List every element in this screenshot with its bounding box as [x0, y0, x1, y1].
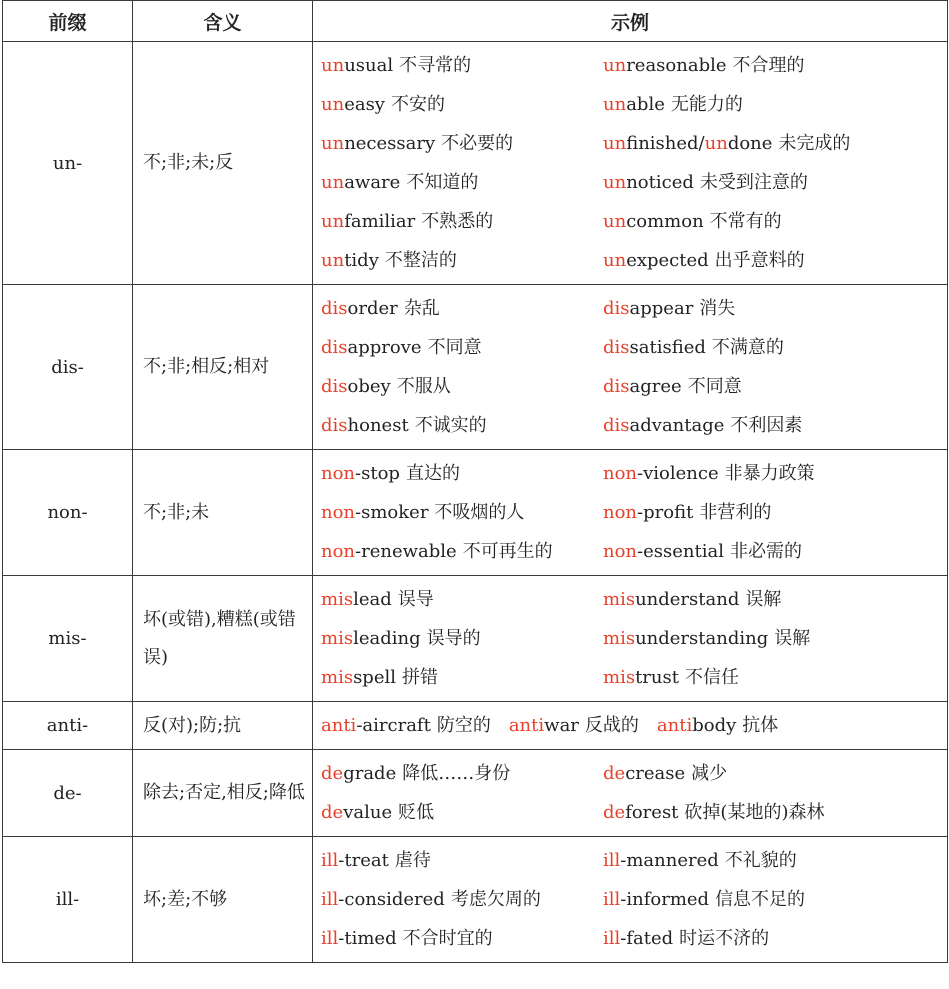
example-translation: 拼错: [402, 667, 438, 688]
example-prefix: non: [321, 502, 356, 523]
example-item: [603, 493, 947, 532]
example-prefix: dis: [321, 376, 348, 397]
example-item: [603, 367, 947, 406]
example-stem: satisfied: [629, 337, 706, 358]
example-prefix: un: [321, 172, 345, 193]
example-item: [603, 880, 947, 919]
example-prefix: un: [603, 94, 627, 115]
example-prefix: ill: [603, 889, 621, 910]
example-prefix: anti: [508, 715, 545, 736]
example-prefix: mis: [321, 589, 354, 610]
example-prefix: non: [321, 541, 356, 562]
example-prefix: mis: [321, 628, 354, 649]
example-translation: 防空的: [436, 715, 491, 736]
example-translation: 非暴力政策: [724, 463, 815, 484]
example-prefix: un: [321, 211, 345, 232]
example-prefix: un: [321, 250, 345, 271]
example-stem: crease: [625, 763, 686, 784]
example-item: [603, 163, 947, 202]
prefix-cell: non-: [3, 450, 133, 576]
example-stem: noticed: [626, 172, 694, 193]
example-translation: 无能力的: [670, 94, 743, 115]
example-prefix: dis: [321, 415, 348, 436]
table-row: [3, 837, 948, 963]
example-translation: 不服从: [396, 376, 451, 397]
example-stem: -essential: [637, 541, 724, 562]
example-translation: 出乎意料的: [714, 250, 805, 271]
example-prefix: de: [603, 802, 626, 823]
example-prefix: anti: [321, 715, 357, 736]
prefix-cell: de-: [3, 750, 133, 837]
example-item: [321, 880, 603, 919]
example-prefix: dis: [321, 298, 348, 319]
example-translation: 不满意的: [711, 337, 784, 358]
example-item: [321, 919, 603, 958]
example-translation: 直达的: [405, 463, 460, 484]
example-stem: easy: [344, 94, 385, 115]
example-translation: 不知道的: [406, 172, 479, 193]
example-item: [603, 454, 947, 493]
examples-list: [321, 580, 947, 697]
example-stem: -aircraft: [356, 715, 431, 736]
header-prefix: 前缀: [3, 1, 133, 42]
example-stem: -profit: [637, 502, 694, 523]
example-translation: 不同意: [427, 337, 482, 358]
example-prefix: un: [603, 55, 627, 76]
example-prefix: un: [603, 172, 627, 193]
examples-cell: [313, 285, 948, 450]
example-prefix: un: [321, 55, 345, 76]
example-translation: 非必需的: [729, 541, 802, 562]
example-stem: -timed: [338, 928, 397, 949]
prefix-cell: ill-: [3, 837, 133, 963]
example-stem: done: [727, 133, 773, 154]
header-examples: 示例: [313, 1, 948, 42]
table-row: [3, 750, 948, 837]
example-prefix: ill: [321, 928, 339, 949]
example-prefix: non: [603, 502, 638, 523]
example-item: [603, 754, 947, 793]
example-translation: 不整洁的: [384, 250, 457, 271]
example-item: [321, 163, 603, 202]
example-item: [321, 454, 603, 493]
example-item: [321, 202, 603, 241]
table-row: [3, 285, 948, 450]
example-item: [603, 793, 947, 832]
example-translation: 未受到注意的: [699, 172, 808, 193]
example-prefix: dis: [603, 337, 630, 358]
header-meaning: 含义: [133, 1, 313, 42]
example-item: [603, 841, 947, 880]
example-stem: tidy: [344, 250, 379, 271]
example-item: [321, 532, 603, 571]
example-item: [321, 580, 603, 619]
examples-cell: [313, 837, 948, 963]
example-stem: appear: [629, 298, 694, 319]
example-item: [321, 754, 603, 793]
example-translation: 虐待: [394, 850, 431, 871]
examples-list: [321, 841, 947, 958]
table-row: [3, 576, 948, 702]
example-item: [603, 241, 947, 280]
meaning-cell: 除去;否定,相反;降低: [133, 750, 313, 837]
example-item: [603, 580, 947, 619]
example-item: [603, 202, 947, 241]
example-stem: lead: [353, 589, 392, 610]
example-prefix: dis: [603, 415, 630, 436]
example-prefix: non: [603, 463, 638, 484]
examples-cell: [313, 750, 948, 837]
example-translation: 不安的: [390, 94, 445, 115]
meaning-cell: 不;非;未;反: [133, 42, 313, 285]
example-prefix: de: [321, 763, 344, 784]
prefix-cell: mis-: [3, 576, 133, 702]
example-translation: 未完成的: [778, 133, 851, 154]
example-translation: 不信任: [684, 667, 739, 688]
example-item: [603, 919, 947, 958]
example-translation: 不熟悉的: [421, 211, 494, 232]
example-stem: spell: [353, 667, 396, 688]
example-stem: -mannered: [620, 850, 719, 871]
example-prefix: un: [321, 133, 345, 154]
example-stem: understand: [635, 589, 740, 610]
example-item: [321, 406, 603, 445]
example-item: [603, 619, 947, 658]
example-prefix: mis: [603, 667, 636, 688]
example-item: [321, 124, 603, 163]
example-item: [603, 289, 947, 328]
example-item: [603, 406, 947, 445]
example-stem: order: [347, 298, 398, 319]
prefix-cell: anti-: [3, 702, 133, 750]
examples-list: [321, 706, 947, 745]
example-translation: 消失: [699, 298, 736, 319]
examples-cell: [313, 576, 948, 702]
example-stem: war: [544, 715, 579, 736]
example-item: [321, 793, 603, 832]
example-item: [321, 289, 603, 328]
example-stem: -renewable: [355, 541, 457, 562]
example-stem: value: [343, 802, 393, 823]
example-stem: agree: [629, 376, 682, 397]
example-prefix: ill: [603, 928, 621, 949]
example-stem: -fated: [620, 928, 674, 949]
example-translation: 误解: [774, 628, 811, 649]
example-stem: advantage: [629, 415, 725, 436]
prefix-cell: dis-: [3, 285, 133, 450]
example-stem: understanding: [635, 628, 769, 649]
examples-cell: [313, 42, 948, 285]
meaning-cell: 坏(或错),糟糕(或错误): [133, 576, 313, 702]
example-stem: -informed: [620, 889, 710, 910]
example-translation: 误解: [745, 589, 782, 610]
example-translation: 信息不足的: [715, 889, 806, 910]
example-stem: body: [692, 715, 737, 736]
example-stem: obey: [347, 376, 391, 397]
table-row: [3, 702, 948, 750]
example-translation: 降低……身份: [402, 763, 511, 784]
table-body: [3, 42, 948, 963]
example-stem: aware: [344, 172, 401, 193]
meaning-cell: 不;非;相反;相对: [133, 285, 313, 450]
example-prefix: ill: [603, 850, 621, 871]
example-translation: 不寻常的: [399, 55, 472, 76]
examples-list: [321, 454, 947, 571]
examples-list: [321, 754, 947, 832]
example-translation: 不利因素: [730, 415, 803, 436]
example-stem: common: [626, 211, 704, 232]
example-stem: familiar: [344, 211, 416, 232]
example-item: [321, 715, 491, 736]
example-item: [657, 715, 778, 736]
examples-cell: [313, 702, 948, 750]
meaning-cell: 坏;差;不够: [133, 837, 313, 963]
example-stem: -stop: [355, 463, 400, 484]
table-row: [3, 450, 948, 576]
example-stem: usual: [344, 55, 394, 76]
example-prefix: mis: [603, 589, 636, 610]
example-prefix: un: [603, 250, 627, 271]
prefix-table: [2, 0, 948, 963]
example-item: [321, 367, 603, 406]
example-translation: 不合时宜的: [402, 928, 493, 949]
example-translation: 砍掉(某地的)森林: [684, 802, 825, 823]
example-stem: approve: [347, 337, 422, 358]
example-item: [603, 85, 947, 124]
example-stem: -considered: [338, 889, 445, 910]
example-stem: forest: [625, 802, 679, 823]
example-translation: 不诚实的: [414, 415, 487, 436]
example-prefix: un: [603, 211, 627, 232]
example-item: [603, 328, 947, 367]
example-translation: 非营利的: [699, 502, 772, 523]
example-stem: leading: [353, 628, 421, 649]
prefix-cell: un-: [3, 42, 133, 285]
example-prefix: dis: [603, 376, 630, 397]
examples-list: [321, 289, 947, 445]
example-stem: reasonable: [626, 55, 727, 76]
meaning-cell: 不;非;未: [133, 450, 313, 576]
example-translation: 杂乱: [403, 298, 440, 319]
example-prefix: de: [603, 763, 626, 784]
example-stem: -treat: [338, 850, 389, 871]
example-stem: able: [626, 94, 665, 115]
example-stem: expected: [626, 250, 709, 271]
example-prefix: de: [321, 802, 344, 823]
example-item: [603, 124, 947, 163]
example-prefix: un: [321, 94, 345, 115]
example-stem: -smoker: [355, 502, 429, 523]
example-translation: 不吸烟的人: [434, 502, 525, 523]
example-item: [321, 841, 603, 880]
example-prefix: un: [704, 133, 728, 154]
example-stem: grade: [343, 763, 397, 784]
example-item: [603, 46, 947, 85]
examples-cell: [313, 450, 948, 576]
example-item: [321, 658, 603, 697]
example-prefix: mis: [603, 628, 636, 649]
example-prefix: anti: [656, 715, 693, 736]
example-item: [321, 46, 603, 85]
example-translation: 时运不济的: [679, 928, 770, 949]
example-stem: finished/: [626, 133, 705, 154]
example-prefix: ill: [321, 889, 339, 910]
example-stem: honest: [347, 415, 409, 436]
example-translation: 不同意: [687, 376, 742, 397]
example-item: [603, 658, 947, 697]
meaning-cell: 反(对);防;抗: [133, 702, 313, 750]
example-prefix: non: [603, 541, 638, 562]
example-translation: 不必要的: [441, 133, 514, 154]
example-translation: 抗体: [742, 715, 779, 736]
example-prefix: dis: [603, 298, 630, 319]
example-stem: necessary: [344, 133, 436, 154]
example-item: [603, 532, 947, 571]
example-item: [321, 493, 603, 532]
example-prefix: mis: [321, 667, 354, 688]
example-translation: 不可再生的: [462, 541, 553, 562]
example-prefix: non: [321, 463, 356, 484]
example-item: [321, 85, 603, 124]
example-item: [509, 715, 639, 736]
example-translation: 不合理的: [732, 55, 805, 76]
example-translation: 误导的: [426, 628, 481, 649]
examples-list: [321, 46, 947, 280]
header-row: [3, 1, 948, 42]
example-translation: 不常有的: [709, 211, 782, 232]
example-translation: 不礼貌的: [724, 850, 797, 871]
example-item: [321, 241, 603, 280]
example-stem: trust: [635, 667, 679, 688]
example-stem: -violence: [637, 463, 719, 484]
table-row: [3, 42, 948, 285]
example-translation: 贬低: [398, 802, 435, 823]
example-translation: 误导: [397, 589, 434, 610]
example-translation: 减少: [691, 763, 728, 784]
example-prefix: ill: [321, 850, 339, 871]
example-prefix: dis: [321, 337, 348, 358]
example-item: [321, 619, 603, 658]
example-prefix: un: [603, 133, 627, 154]
example-item: [321, 328, 603, 367]
example-translation: 反战的: [584, 715, 639, 736]
example-translation: 考虑欠周的: [450, 889, 541, 910]
